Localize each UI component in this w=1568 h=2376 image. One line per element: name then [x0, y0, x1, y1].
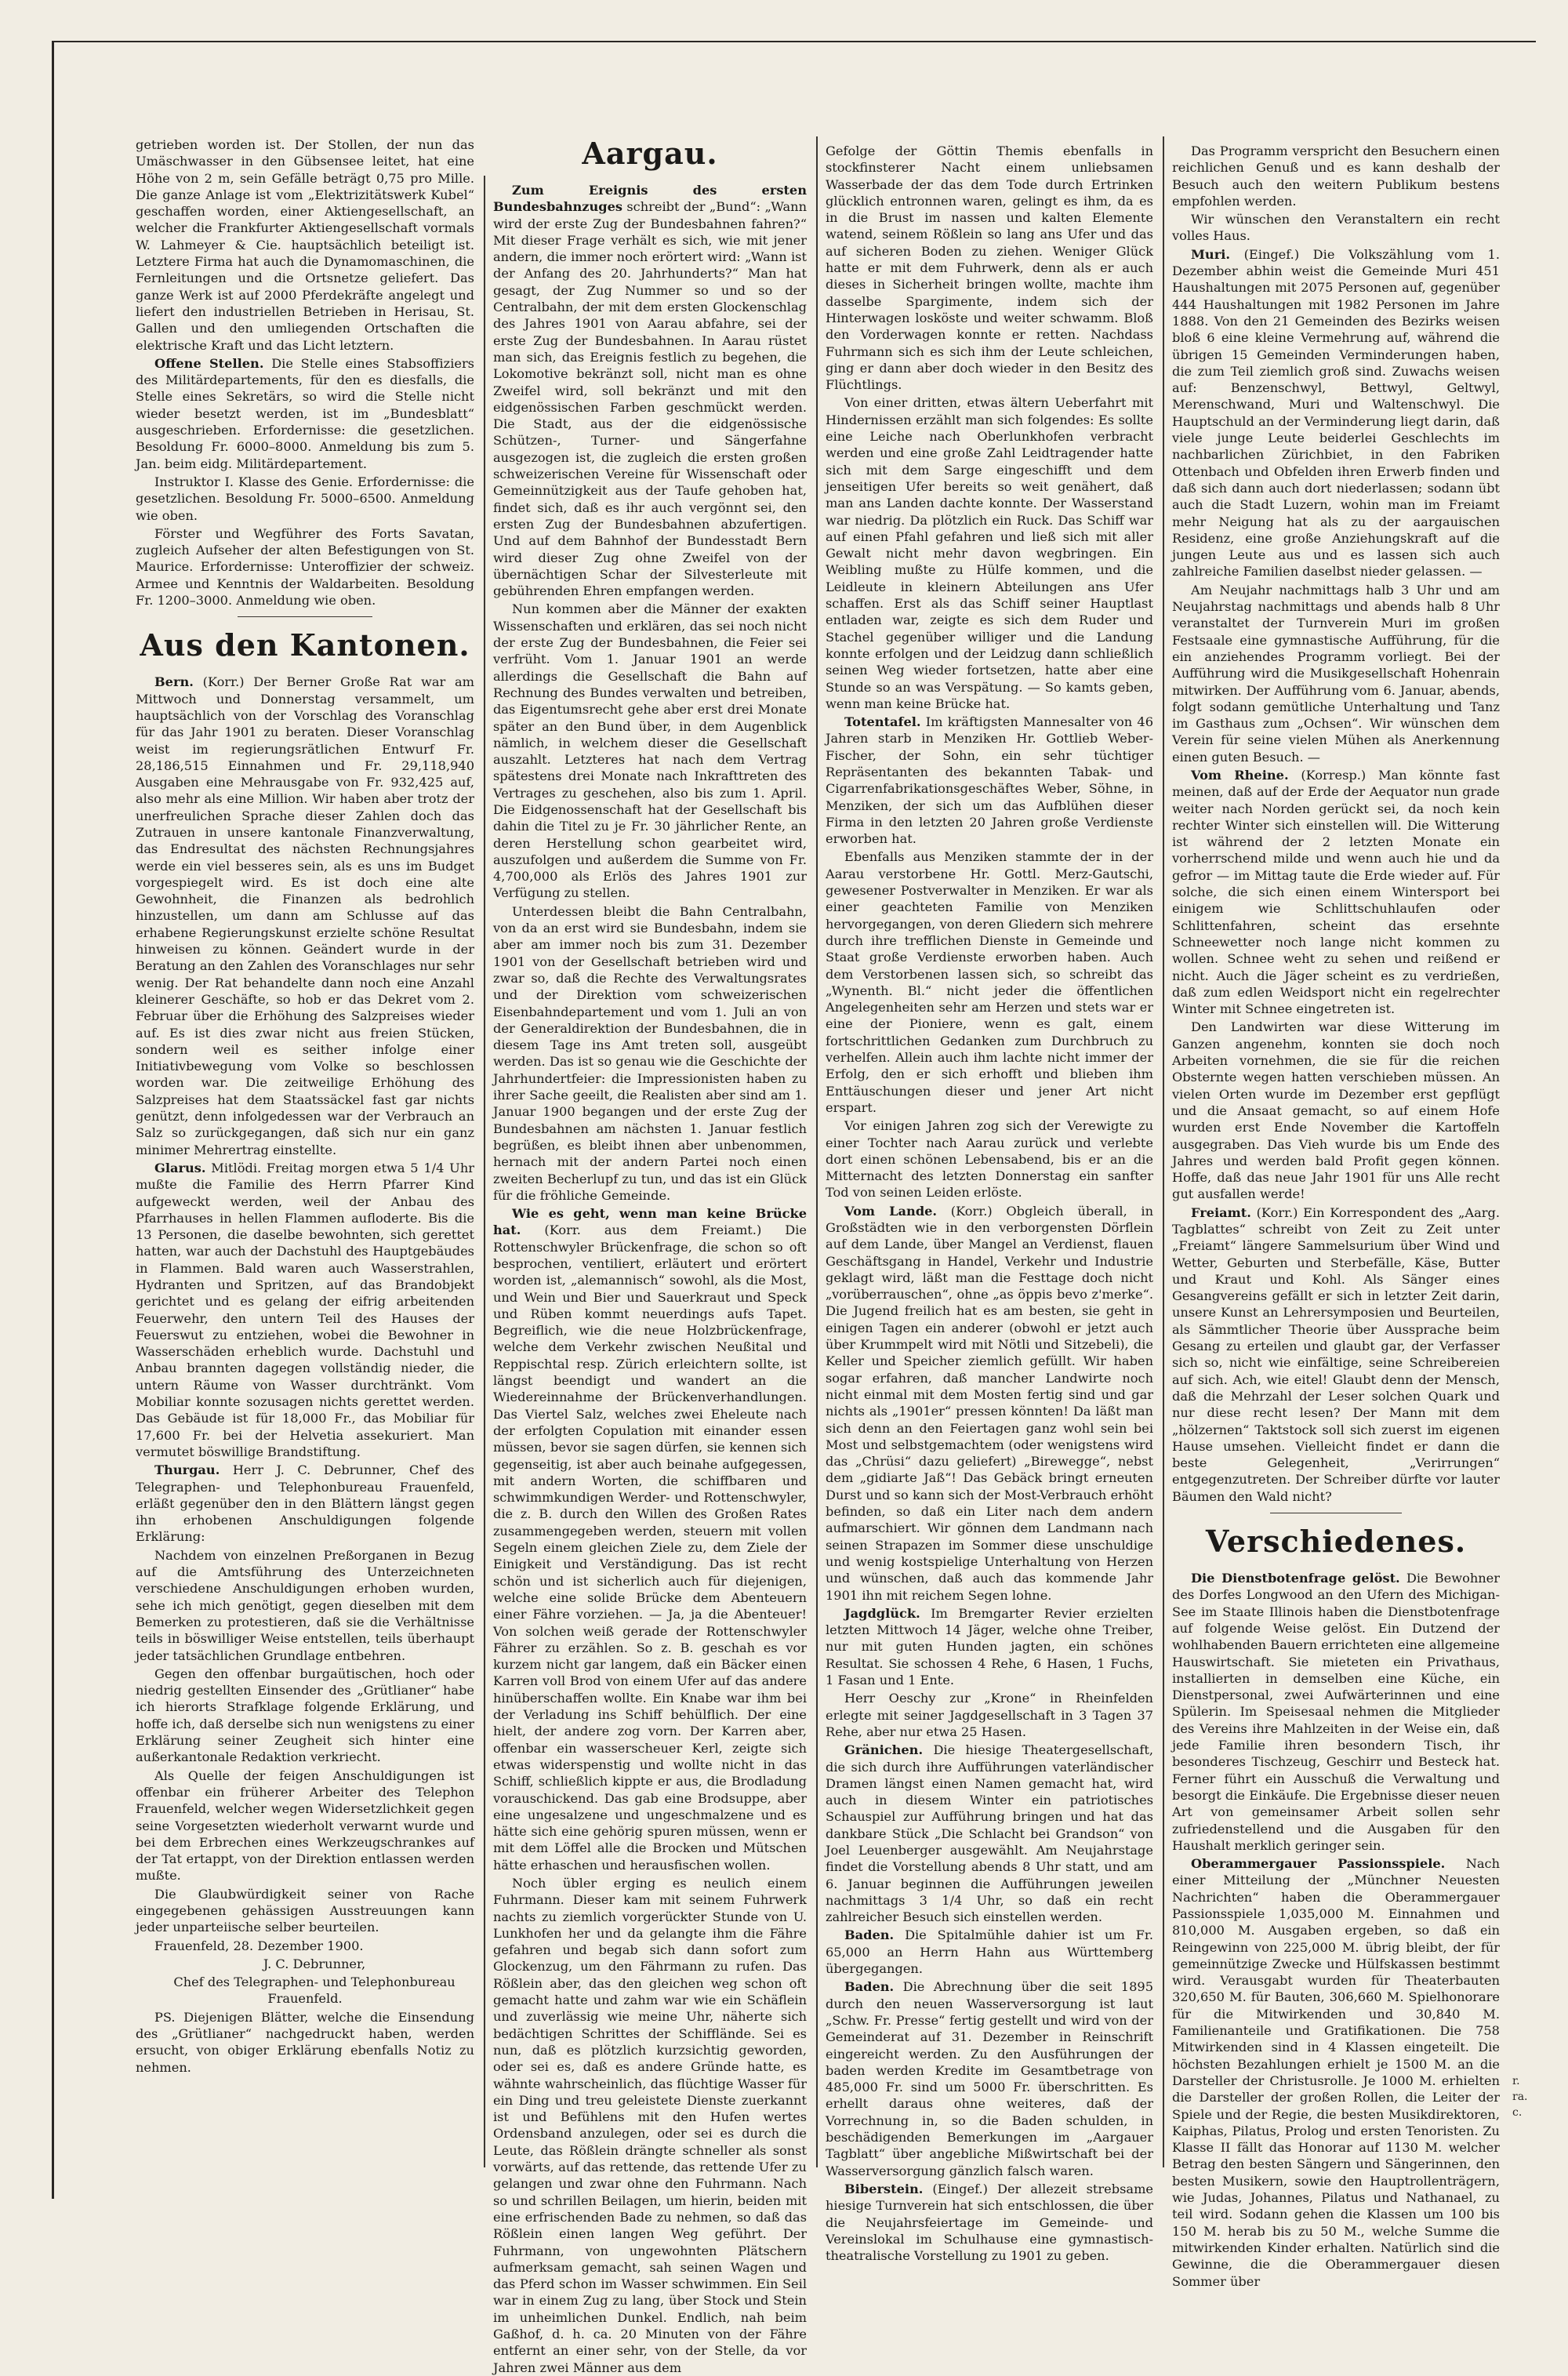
- col1-intro: getrieben worden ist. Der Stollen, der nun das Umäschwasser in den Gübsensee leitet, hat eine Höhe von 2 m, sein Gefälle beträgt 0,75 pro Mille. Die ganze Anlage ist vom „Elektrizitätswerk Kubel“ geschaffen worden, einer Aktiengesellschaft, an welcher die Frankfurter Aktiengesellschaft vormals W. Lahmeyer & Cie. hauptsächlich beteiligt ist. Letztere Firma hat auch die Dynamomaschinen, die Fernleitungen und die Ortsnetze geliefert. Das ganze Werk ist auf 2000 Pferdekräfte angelegt und liefert den industriellen Betrieben in Herisau, St. Gallen und den umliegenden Ortschaften die elektrische Kraft und das Licht letztern.: [136, 137, 474, 353]
- thurgau-lead: Thurgau.: [154, 1462, 220, 1478]
- baden-2-text: Die Abrechnung über die seit 1895 durch den neuen Wasserversorgung ist laut „Schw. Fr. Presse“ fertig gestellt und wird von der Gemeinderat auf 31. Dezember in Reinschrift eingereicht werden. Zu den Ausführungen der baden werden Kredite im Gesamtbetrage von 485,000 Fr. sind um 5000 Fr. überschritten. Es erhellt daraus ohne weiteres, daß der Vorrechnung in, so die Baden schulden, in beschädigenden Bemerkungen im „Aargauer Tagblatt“ über angebliche Mißwirtschaft bei der Wasserversorgung gänzlich falsch waren.: [826, 1979, 1153, 2178]
- vom-rheine-text: (Korresp.) Man könnte fast meinen, daß auf der Erde der Aequator nun grade weiter nach Norden gerückt sei, da noch kein rechter Winter sich einstellen will. Die Witterung ist während der 2 letzten Monate ein vorherrschend milde und wenn auch hie und da gefror — im Mittag taute die Erde wieder auf. Für solche, die sich einen einem Wintersport bei einigem wie Schlittschuhlaufen oder Schlittenfahren, scheint das ersehnte Schneewetter noch lange nicht kommen zu wollen. Schnee weht zu sehen und reißend er nicht. Auch die Jäger scheint es zu verdrießen, daß zum edlen Weidsport nicht ein regelrechter Winter mit Schnee eingetreten ist.: [1172, 767, 1500, 1017]
- column-4: [1172, 143, 1500, 2289]
- bundesbahnzug-lead: Zum Ereignis des ersten Bundesbahnzuges: [493, 183, 807, 215]
- passionsspiele-text: Nach einer Mitteilung der „Münchner Neuesten Nachrichten“ haben die Oberammergauer Passionsspiele 1,035,000 M. Einnahmen und 810,000 M. Ausgaben ergeben, so daß ein Reingewinn von 225,000 M. übrig bleibt, der für gemeinnützige Zwecke und Hülfskassen bestimmt wird. Verausgabt wurden für Theaterbauten 320,650 M. für Bauten, 306,660 M. Spielhonorare für die Mitwirkenden und 30,840 M. Familienanteile und Gratifikationen. Die 758 Mitwirkenden sind in 4 Klassen eingeteilt. Die höchsten Bezahlungen erhielt je 1500 M. an die Darsteller der Christusrolle. Je 1000 M. erhielten die Darsteller der großen Rollen, die Leiter der Spiele und der Regie, die besten Musikdirektoren, Kaiphas, Pilatus, Prolog und ersten Tenoristen. Zu Klasse II fällt das Honorar auf 1130 M. welcher Betrag den besten Sängern und Sängerinnen, den besten Musikern, sowie den Hauptrollenträgern, wie Judas, Johannes, Pilatus und Nathanael, zu teil wird. Sodann gehen die Klassen um 100 bis 150 M. herab bis zu 50 M., welche Summe die mitwirkenden Kinder erhalten. Natürlich sind die Gewinne, die die Oberammergauer diesen Sommer über: [1172, 1856, 1500, 2289]
- column-rule-3: [1163, 136, 1164, 2167]
- vom-rheine-lead: Vom Rheine.: [1191, 767, 1289, 783]
- baden-1-text: Die Spitalmühle dahier ist um Fr. 65,000 an Herrn Hahn aus Württemberg übergegangen.: [826, 1927, 1153, 1977]
- column-3: [826, 143, 1154, 2264]
- column-1: [136, 136, 474, 2167]
- col4-para-2: Wir wünschen den Veranstaltern ein recht volles Haus.: [1172, 212, 1500, 244]
- glarus-lead: Glarus.: [154, 1160, 206, 1175]
- thurgau-postscript: PS. Diejenigen Blätter, welche die Einsendung des „Grütlianer“ nachgedruckt haben, werden ersucht, von obiger Erklärung ebenfalls Notiz zu nehmen.: [136, 2009, 474, 2075]
- margin-marks: r. ra. c.: [1512, 2075, 1528, 2119]
- article-vom-rheine: [1172, 767, 1500, 1017]
- article-biberstein: [826, 2181, 1153, 2264]
- article-passionsspiele: [1172, 1855, 1500, 2290]
- totentafel-text: Im kräftigsten Mannesalter von 46 Jahren starb in Menziken Hr. Gottlieb Weber-Fischer, der Sohn, ein sehr tüchtiger Repräsentanten des bekannten Tabak- und Cigarrenfabrikationsgeschäftes Weber, Söhne, in Menziken, der sich um das Aufblühen dieser Firma in den letzten 20 Jahren große Verdienste erworben hat.: [826, 714, 1153, 847]
- bern-text: (Korr.) Der Berner Große Rat war am Mittwoch und Donnerstag versammelt, um hauptsächlich von der Vorschlag des Voranschlag für das Jahr 1901 zu beraten. Dieser Voranschlag weist im regierungsrätlichen Entwurf Fr. 28,186,515 Einnahmen und Fr. 29,118,940 Ausgaben eine Mehrausgabe von Fr. 932,425 auf, also mehr als eine Million. Wir haben aber trotz der unerfreulichen Sprache dieser Zahlen doch das Zutrauen in unsere kantonale Finanzverwaltung, das Endresultat des nächsten Rechnungsjahres werde ein viel besseres sein, als es uns im Budget vorgespiegelt wird. Es ist doch eine alte Gewohnheit, die Finanzen als bedrohlich hinzustellen, um dann am Schlusse auf das erhabene Regierungskunst erzielte schöne Resultat hinweisen zu können. Geändert wurde in der Beratung an den Zahlen des Voranschlages nur sehr wenig. Der Rat behandelte dann noch eine Anzahl kleinerer Geschäfte, so hob er das Dekret vom 2. Februar über die Erhöhung des Salzpreises wieder auf. Es ist dies zwar nicht aus freien Stücken, sondern weil es seither infolge einer Initiativbewegung vom Volke so beschlossen worden war. Die zeitweilige Erhöhung des Salzpreises hat dem Staatssäckel fast gar nichts genützt, denn infolgedessen war der Verbrauch an Salz so zurückgegangen, daß sich nur ein ganz minimer Mehrertrag einstellte.: [136, 674, 474, 1157]
- jagdglueck-para-2: Herr Oeschy zur „Krone“ in Rheinfelden erlegte mit seiner Jagdgesellschaft in 3 Tagen 37 Rehe, aber nur etwa 25 Hasen.: [826, 1691, 1153, 1739]
- biberstein-text: (Eingef.) Der allezeit strebsame hiesige Turnverein hat sich entschlossen, die über die Neujahrsfeiertage im Gemeinde- und Vereinslokal im Schulhause eine gymnastisch-theatralische Vorstellung zu 1901 zu geben.: [826, 2181, 1153, 2264]
- col3-para-2: Von einer dritten, etwas ältern Ueberfahrt mit Hindernissen erzählt man sich folgendes: Es sollte eine Leiche nach Oberlunkhofen verbracht werden und eine große Zahl Leidtragender hatte sich mit dem Sarge eingeschifft und dem jenseitigen Ufer bereits so weit genähert, daß man ans Landen dachte konnte. Der Wasserstand war niedrig. Da plötzlich ein Ruck. Das Schiff war auf einen Pfahl gefahren und ließ sich mit aller Gewalt nicht mehr davon wegbringen. Ein Weibling mußte zu Hülfe kommen, und die Leidleute in kleinern Abteilungen ans Ufer schaffen. Erst als das Schiff seiner Hauptlast entladen war, zeigte es sich dem Ruder und Stachel gegenüber williger und die Landung konnte erfolgen und der Leidzug dann schließlich seinen Weg wieder fortsetzen, hatte aber eine Stunde so an was Verspätung. — So kamts geben, wenn man keine Brücke hat.: [826, 395, 1153, 711]
- article-thurgau: [136, 1462, 474, 1545]
- bundesbahnzug-para-3: Unterdessen bleibt die Bahn Centralbahn, von da an erst wird sie Bundesbahn, indem sie aber am immer noch bis zum 31. Dezember 1901 von der Gesellschaft betrieben wird und zwar so, daß die Rechte des Verwaltungsrates und der Direktion vom schweizerischen Eisenbahndepartement und vom 1. Juli an von der Generaldirektion der Bundesbahnen, die in diesem Tage ins Amt treten soll, ausgeübt werden. Das ist so genau wie die Geschichte der Jahrhundertfeier: die Impressionisten haben zu ihrer Sache geeilt, die Realisten aber sind am 1. Januar 1900 begangen und der erste Zug der Bundesbahnen am nächsten 1. Januar festlich begrüßen, es bleibt ihnen aber unbenommen, hernach mit der andern Partei noch einen zweiten Becherlupf zu tun, und das ist ein Glück für die fröhliche Gemeinde.: [493, 903, 807, 1203]
- thurgau-signature-title: Chef des Telegraphen- und Telephonbureau Frauenfeld.: [173, 1975, 456, 2007]
- totentafel-lead: Totentafel.: [844, 714, 921, 730]
- bern-lead: Bern.: [154, 674, 194, 690]
- jagdglueck-lead: Jagdglück.: [844, 1605, 920, 1621]
- article-muri: [1172, 246, 1500, 580]
- totentafel-para-2: Ebenfalls aus Menziken stammte der in der Aarau verstorbene Hr. Gottl. Merz-Gautschi, gewesener Postverwalter in Menziken. Er war als einer geachteten Familie von Menziken hervorgegangen, von deren Gliedern sich mehrere durch ihre trefflichen Dienste in Gemeinde und Staat große Verdienste erworben haben. Auch dem Verstorbenen lassen sich, so schreibt das „Wynenth. Bl.“ nicht jeder die öffentlichen Angelegenheiten sehr am Herzen und stets war er eine der Pioniere, wenn es galt, einem fortschrittlichen Gedanken zum Durchbruch zu verhelfen. Allein auch ihm lachte nicht immer der Erfolg, den er sich erhofft und blieben ihm Enttäuschungen dieser und jener Art nicht erspart.: [826, 849, 1153, 1115]
- thurgau-text: Herr J. C. Debrunner, Chef des Telegraphen- und Telephonbureau Frauenfeld, erläßt gegenüber den in den Blättern längst gegen ihn erhobenen Anschuldigungen folgende Erklärung:: [136, 1462, 474, 1545]
- thurgau-para-4: Als Quelle der feigen Anschuldigungen ist offenbar ein früherer Arbeiter des Telephon Frauenfeld, welcher wegen Widersetzlichkeit gegen seine Vorgesetzten wiederholt verwarnt wurde und bei dem Erbrechen eines Werkzeugschrankes auf der Tat ertappt, von der Direktion entlassen werden mußte.: [136, 1767, 474, 1884]
- article-freiamt: [1172, 1204, 1500, 1505]
- baden-1-lead: Baden.: [844, 1927, 895, 1943]
- thurgau-para-2: Nachdem von einzelnen Preßorganen in Bezug auf die Amtsführung des Unterzeichneten verschiedene Anschuldigungen erhoben wurden, sehe ich mich genötigt, gegen dieselben mit dem Bemerken zu protestieren, daß sie die Verhältnisse teils in böswilliger Weise entstellen, teils überhaupt jeder tatsächlichen Grundlage entbehren.: [136, 1547, 474, 1663]
- passionsspiele-lead: Oberammergauer Passionsspiele.: [1191, 1856, 1446, 1872]
- offene-stellen-text: Die Stelle eines Stabsoffiziers des Militärdepartements, für den es diesfalls, die Stelle eines Sekretärs, so wird die Stelle nicht wieder besetzt werden, ist im „Bundesblatt“ ausgeschrieben. Erfordernisse: die gesetzlichen. Besoldung Fr. 6000–8000. Anmeldung bis zum 5. Jan. beim eidg. Militärdepartement.: [136, 355, 474, 471]
- dienstbotenfrage-lead: Die Dienstbotenfrage gelöst.: [1191, 1571, 1400, 1586]
- article-baden-1: [826, 1927, 1153, 1977]
- column-2: [493, 135, 807, 2375]
- article-totentafel: [826, 714, 1153, 847]
- article-bruecke: [493, 1205, 807, 1873]
- jagdglueck-text: Im Bremgarter Revier erzielten letzten Mittwoch 14 Jäger, welche ohne Treiber, nur mit guten Hunden jagten, ein schönes Resultat. Sie schossen 4 Rehe, 6 Hasen, 1 Fuchs, 1 Fasan und 1 Ente.: [826, 1605, 1153, 1688]
- baden-2-lead: Baden.: [844, 1979, 895, 1995]
- separator: [238, 616, 373, 617]
- muri-para-2: Am Neujahr nachmittags halb 3 Uhr und am Neujahrstag nachmittags und abends halb 8 Uhr veranstaltet der Turnverein Muri im großen Festsaale eine gymnastische Aufführung, für die ein anziehendes Programm vorliegt. Bei der Aufführung wird die Musikgesellschaft Hohenrain mitwirken. Der Aufführung vom 6. Januar, abends, folgt sodann gemütliche Unterhaltung und Tanz im Gasthaus zum „Ochsen“. Wir wünschen dem Verein für seine vielen Mühen als Anerkennung einen guten Besuch. —: [1172, 582, 1500, 765]
- offene-stellen-lead: Offene Stellen.: [154, 355, 264, 371]
- freiamt-lead: Freiamt.: [1191, 1204, 1251, 1220]
- biberstein-lead: Biberstein.: [844, 2181, 924, 2196]
- section-heading-aargau: Aargau.: [582, 136, 718, 171]
- col4-intro: Das Programm verspricht den Besuchern einen reichlichen Genuß und es kann deshalb der Besuch auch den weitern Publikum bestens empfohlen werden.: [1172, 144, 1500, 209]
- bruecke-para-2: Noch übler erging es neulich einem Fuhrmann. Dieser kam mit seinem Fuhrwerk nachts zu ziemlich vorgerückter Stunde von U. Lunkhofen her und da gelangte ihm die Fähre gefahren und begab sich dann sofort zum Glockenzug, um den Fährmann zu rufen. Das Rößlein aber, das den gleichen weg schon oft gemacht hatte und zahm war wie ein Schäflein und zuverlässig wie meine Uhr, näherte sich bedächtigen Schrittes der Schifflände. Sei es nun, daß es plötzlich kurzsichtig geworden, oder sei es, daß es andere Gründe hatte, es wähnte wahrscheinlich, das flüchtige Wasser für ein Ding und treu geleistete Dienste zuerkannt ist und Befühlens mit den Hufen wertes Ordensband anzulegen, oder sei es durch die Leute, das Rößlein drängte schneller als sonst vorwärts, auf das rettende, das rettende Ufer zu gelangen und zwar ohne den Fuhrmann. Nach so und schrillen Beilagen, um hierin, beiden mit eine erfrischenden Bade zu nehmen, so daß das Rößlein einen langen Weg geführt. Der Fuhrmann, von ungewohnten Plätschern aufmerksam gemacht, sah seinen Wagen und das Pferd schon im Wasser schwimmen. Ein Seil war in einem Zug zu lang, über Stock und Stein im unheimlichen Dunkel. Endlich, nah beim Gaßhof, d. h. ca. 20 Minuten von der Fähre entfernt an einer sehr, von der Stelle, da vor Jahren zwei Männer aus dem: [493, 1875, 807, 2375]
- offene-stellen-2: Instruktor I. Klasse des Genie. Erfordernisse: die gesetzlichen. Besoldung Fr. 5000–6500. Anmeldung wie oben.: [136, 474, 474, 523]
- bruecke-lead: Wie es geht, wenn man keine Brücke hat.: [493, 1206, 807, 1238]
- newspaper-page: [52, 41, 1536, 2375]
- article-dienstbotenfrage: [1172, 1570, 1500, 1854]
- article-bern: [136, 674, 474, 1158]
- offene-stellen: [136, 355, 474, 472]
- vom-rheine-para-2: Den Landwirten war diese Witterung im Ganzen angenehm, konnten sie doch noch Arbeiten vornehmen, die sie für die reichen Obsternte wegen hatten verschieben müssen. An vielen Orten wurde im Dezember erst gepflügt und die Ansaat gemacht, so auf einem Hofe wurden erst Ende November die Kartoffeln ausgegraben. Das Vieh wurde bis um Ende des Jahres und werden bald Profit gegen können. Hoffe, daß das neue Jahr 1901 für uns Alle recht gut ausfallen werde!: [1172, 1019, 1500, 1202]
- thurgau-date: Frauenfeld, 28. Dezember 1900.: [154, 1938, 364, 1953]
- article-jagdglueck: [826, 1605, 1153, 1688]
- graenichen-lead: Gränichen.: [844, 1742, 924, 1758]
- offene-stellen-3: Förster und Wegführer des Forts Savatan, zugleich Aufseher der alten Befestigungen von St. Maurice. Erfordernisse: Unteroffizier der schweiz. Armee und Kenntnis der Waldarbeiten. Besoldung Fr. 1200–3000. Anmeldung wie oben.: [136, 525, 474, 609]
- section-heading-kantonen: Aus den Kantonen.: [140, 627, 470, 663]
- bundesbahnzug-text: schreibt der „Bund“: „Wann wird der erste Zug der Bundesbahnen fahren?“ Mit dieser Frage verhält es sich, wie mit jener andern, die immer noch erörtert wird: „Wann ist der Anfang des 20. Jahrhunderts?“ Man hat gesagt, der Zug Nummer so und so der Centralbahn, der mit dem ersten Glockenschlag des Jahres 1901 von Aarau abfahre, sei der erste Zug der Bundesbahnen. In Aarau rüstet man sich, das Ereignis festlich zu begehen, die Lokomotive bekränzt soll, nicht man es ohne Zweifel wird, soll bekränzt und mit den eidgenössischen Farben geschmückt werden. Die Stadt, aus der die eidgenössische Schützen-, Turner- und Sängerfahne ausgezogen ist, die zugleich die ersten großen schweizerischen Vereine für Wissenschaft oder Gemeinnützigkeit aus der Taufe gehoben hat, findet sich, daß es ihr auch vergönnt sei, den ersten Zug der Bundesbahnen abzufertigen. Und auf dem Bahnhof der Bundesstadt Bern wird dieser Zug ohne Zweifel von der übernächtigen Schar der Silvesterleute mit gebührenden Ehren empfangen werden.: [493, 199, 807, 599]
- article-baden-2: [826, 1978, 1153, 2179]
- column-rule-1: [484, 176, 485, 2167]
- section-heading-verschiedenes: Verschiedenes.: [1205, 1524, 1467, 1560]
- bundesbahnzug-para-2: Nun kommen aber die Männer der exakten Wissenschaften und erklären, das sei noch nicht der erste Zug der Bundesbahnen, die Feier sei verfrüht. Vom 1. Januar 1901 an werde allerdings die Gesellschaft die Bahn auf Rechnung des Bundes verwalten und betreiben, das Eigentumsrecht gehe aber erst drei Monate später an den Bund über, in dem Augenblick nämlich, in welchem dieser die Gesellschaft auszahlt. Letzteres hat nach dem Vertrag spätestens drei Monate nach Inkrafttreten des Vertrages zu geschehen, also bis zum 1. April. Die Eidgenossenschaft hat der Gesellschaft bis dahin die Titel zu je Fr. 30 jährlicher Rente, an deren Herstellung schon gearbeitet wird, auszufolgen und außerdem die Summe von Fr. 4,700,000 als Erlös des Jahres 1901 zur Verfügung zu stellen.: [493, 601, 807, 901]
- article-glarus: [136, 1160, 474, 1460]
- column-rule-2: [816, 136, 818, 2167]
- graenichen-text: Die hiesige Theatergesellschaft, die sich durch ihre Aufführungen vaterländischer Dramen längst einen Namen gemacht hat, wird auch in diesem Winter ein patriotisches Schauspiel zur Aufführung bringen und hat das dankbare Stück „Die Schlacht bei Grandson“ von Joel Leuenberger ausgewählt. Am Neujahrstage findet die Vorstellung abends 8 Uhr statt, und am 6. Januar beginnen die Aufführungen jeweilen nachmittags 3 1/4 Uhr, so daß ein recht zahlreicher Besuch sich einstellen werden.: [826, 1742, 1153, 1925]
- dienstbotenfrage-text: Die Bewohner des Dorfes Longwood an den Ufern des Michigan-See im Staate Illinois haben die Dienstbotenfrage auf folgende Weise gelöst. Ein Dutzend der wohlhabenden Bauern errichteten eine allgemeine Hauswirtschaft. Sie mieteten ein Privathaus, installierten in demselben eine Küche, ein Dienstpersonal, zwei Aufwärterinnen und eine Spülerin. Im Speisesaal nehmen die Mitglieder des Vereins ihre Mahlzeiten in der Weise ein, daß jede Familie ihren besondern Tisch, ihr besonderes Tischzeug, Geschirr und Besteck hat. Ferner führt ein Ausschuß die Verwaltung und besorgt die Einkäufe. Die Ergebnisse dieser neuen Art von gemeinsamer Arbeit sollen sehr zufriedenstellend und die Ausgaben für den Haushalt merklich geringer sein.: [1172, 1571, 1500, 1853]
- muri-text: (Eingef.) Die Volkszählung vom 1. Dezember abhin weist die Gemeinde Muri 451 Haushaltungen mit 2075 Personen auf, gegenüber 444 Haushaltungen mit 1982 Personen im Jahre 1888. Von den 21 Gemeinden des Bezirks weisen bloß 6 eine kleine Vermehrung auf, während die übrigen 15 Gemeinden Verminderungen haben, die zum Teil ziemlich groß sind. Zuwachs weisen auf: Benzenschwyl, Bettwyl, Geltwyl, Merenschwand, Muri und Waltenschwyl. Die Hauptschuld an der Verminderung liegt darin, daß viele junge Leute beiderlei Geschlechts im nachbarlichen Zürichbiet, in den Fabriken Ottenbach und Obfelden ihren Erwerb finden und daß sich dann auch dort niederlassen; sodann übt auch die Stadt Luzern, wohin man im Freiamt mehr Neigung hat als zu der aargauischen Residenz, eine große Anziehungskraft auf die jungen Leute aus und es lassen sich auch zahlreiche Familien daselbst nieder gelassen. —: [1172, 246, 1500, 579]
- glarus-text: Mitlödi. Freitag morgen etwa 5 1/4 Uhr mußte die Familie des Herrn Pfarrer Kind aufgeweckt werden, weil der Anbau des Pfarrhauses in hellen Flammen aufloderte. Bis die 13 Personen, die daselbe bewohnten, sich gerettet hatten, war auch der Dachstuhl des Hauptgebäudes in Flammen. Bald waren auch Wasserstrahlen, Hydranten und Spritzen, auf das Brandobjekt gerichtet und es gelang der eifrig arbeitenden Feuerwehr, den untern Teil des Hauses der Feuerswut zu entziehen, wobei die Bewohner in Wasserschäden erheblich wurde. Dachstuhl und Anbau brannten dagegen vollständig nieder, die untern Räume von Wasser durchtränkt. Vom Mobiliar konnte sozusagen nichts gerettet werden. Das Gebäude ist für 18,000 Fr., das Mobiliar für 17,600 Fr. bei der Helvetia assekuriert. Man vermutet böswillige Brandstiftung.: [136, 1160, 474, 1459]
- article-bundesbahnzug: [493, 182, 807, 599]
- article-vom-lande: [826, 1203, 1153, 1604]
- col3-intro: Gefolge der Göttin Themis ebenfalls in stockfinsterer Nacht einem unliebsamen Wasserbade der das dem Tode durch Ertrinken glücklich entronnen waren, gelingt es ihm, da es in die Brust im nassen und kalten Elemente watend, seinem Rößlein so lang ans Ufer und das auf sicheren Boden zu ziehen. Weniger Glück hatte er mit dem Fuhrwerk, denn als er auch dieses in Sicherheit bringen wollte, machte ihm dasselbe Spargimente, indem sich der Hinterwagen losköste und weiter schwamm. Bloß den Vorderwagen konnte er retten. Nachdass Fuhrmann sich es sich ihm der Leute schleichen, ging er dann aber doch wieder in den Besitz des Flüchtlings.: [826, 144, 1153, 393]
- thurgau-signature-name: J. C. Debrunner,: [263, 1956, 366, 1971]
- muri-lead: Muri.: [1191, 246, 1231, 262]
- thurgau-para-3: Gegen den offenbar burgaütischen, hoch oder niedrig gestellten Einsender des „Grütlianer“ habe ich hierorts Strafklage folgende Erklärung, und hoffe ich, daß derselbe sich nun wenigstens zu einer Erklärung seiner Zeugheit sich hinter eine außerkantonale Redaktion verkriecht.: [136, 1666, 474, 1765]
- article-graenichen: [826, 1742, 1153, 1925]
- vom-lande-lead: Vom Lande.: [844, 1203, 938, 1219]
- vom-lande-text: (Korr.) Obgleich überall, in Großstädten wie in den verborgensten Dörflein auf dem Lande, über Mangel an Verdienst, flauen Geschäftsgang in Handel, Verkehr und Industrie geklagt wird, läßt man die Festtage doch nicht „vorüberrauschen“, ohne „as öppis bevo z'merke“. Die Jugend freilich hat es am besten, sie geht in einigen Tagen ein anderer (obwohl er jetzt auch über Krummpelt wird mit Nötli und Sitzebeli), die Keller und Speicher ziemlich gefüllt. Wir haben sogar erfahren, daß mancher Landwirte noch nicht einmal mit dem Mosten fertig sind und gar nichts als „1901er“ pressen könnten! Da läßt man sich denn an den Feiertagen ganz wohl sein bei Most und selbstgemachtem (oder wenigstens wird das „Chrüsi“ dazu geliefert) „Birewegge“, nebst dem „gidiarte Jaß“! Das Gebäck bringt erneuten Durst und so kann sich der Most-Verbrauch erhöht befinden, so daß ein Liter nach dem andern aufmarschiert. Wir gönnen dem Landmann nach seinen Strapazen im Sommer diese unschuldige und wenig kostspielige Unterhaltung von Herzen und wünschen, daß auch das kommende Jahr 1901 ihn mit reichem Segen lohne.: [826, 1203, 1154, 1603]
- thurgau-para-5: Die Glaubwürdigkeit seiner von Rache eingegebenen gehässigen Ausstreuungen kann jeder unparteiische selber beurteilen.: [136, 1886, 474, 1935]
- totentafel-para-3: Vor einigen Jahren zog sich der Verewigte zu einer Tochter nach Aarau zurück und verlebte dort einen schönen Lebensabend, bis er an die Mitternacht des letzten Donnerstag ein sanfter Tod von seinen Leiden erlöste.: [826, 1118, 1153, 1201]
- freiamt-text: (Korr.) Ein Korrespondent des „Aarg. Tagblattes“ schreibt von Zeit zu Zeit unter „Freiamt“ längere Sammelsurium über Wind und Wetter, Geburten und Sterbefälle, Käse, Butter und Kraut und Kohl. Als Sänger eines Gesangvereins gefällt er sich in letzter Zeit darin, unsere Kunst an Lehrersymposien und Beurteilen, als Sämmtlicher Theorie über Aussprache beim Gesang zu erteilen und glaubt gar, der Verfasser sich so, nicht wie einfältige, seine Schreibereien auf sich. Ach, wie eitel! Glaubt denn der Mensch, daß die Mehrzahl der Leser solchen Quark und nur diese recht lesen? Der Mann mit dem „hölzernen“ Taktstock soll sich zuerst im eigenen Hause umsehen. Vielleicht findet er dann die beste Gelegenheit, „Verirrungen“ entgegenzutreten. Der Schreiber dürfte vor lauter Bäumen den Wald nicht?: [1172, 1204, 1500, 1504]
- bruecke-text: (Korr. aus dem Freiamt.) Die Rottenschwyler Brückenfrage, die schon so oft besprochen, ventiliert, erläutert und erörtert worden ist, „alemannisch“ sowohl, als die Most, und Wein und Bier und Sauerkraut und Speck und Rüben kommt neuerdings aufs Tapet. Begreiflich, wie die neue Holzbrückenfrage, welche dem Verkehr zwischen Neußital und Reppischtal resp. Zürich erleichtern sollte, ist längst beendigt und wandert an die Wiedereinnahme der Brückenverhandlungen. Das Viertel Salz, welches zwei Eheleute nach der erfolgten Copulation mit einander essen müssen, bevor sie sagen dürfen, sie kennen sich gegenseitig, ist aber auch beinahe aufgegessen, mit andern Worten, die schiffbaren und schwimmkundigen Werder- und Rottenschwyler, die z. B. durch den Willen des Großen Rates zusammengegeben werden, steuern mit vollen Segeln einem gleichen Ziele zu, dem Ziele der Einigkeit und Verständigung. Das ist recht schön und ist sicherlich auch für diejenigen, welche eine solide Brücke dem Abenteuern einer Fähre vorziehen. — Ja, ja die Abenteuer! Von solchen weiß gerade der Rottenschwyler Fährer zu erzählen. So z. B. geschah es vor kurzem nicht gar langem, daß ein Bäcker einen Karren voll Brod von einem Ufer auf das andere hinüberschaffen wollte. Ein Knabe war ihm bei der Verladung ins Schiff behülflich. Der eine hielt, der andere zog vorn. Der Karren aber, offenbar ein wasserscheuer Kerl, zeigte sich etwas widerspenstig und wollte nicht in das Schiff, schließlich kippte er aus, die Brodladung vorauschickend. Das gab eine Brodsuppe, aber eine ungesalzene und ungeschmalzene und es hätte sich eine gehörig spuren müssen, wenn er mit dem Löffel alle die Brocken und Mütschen hätte erhaschen und herausfischen wollen.: [493, 1223, 807, 1873]
